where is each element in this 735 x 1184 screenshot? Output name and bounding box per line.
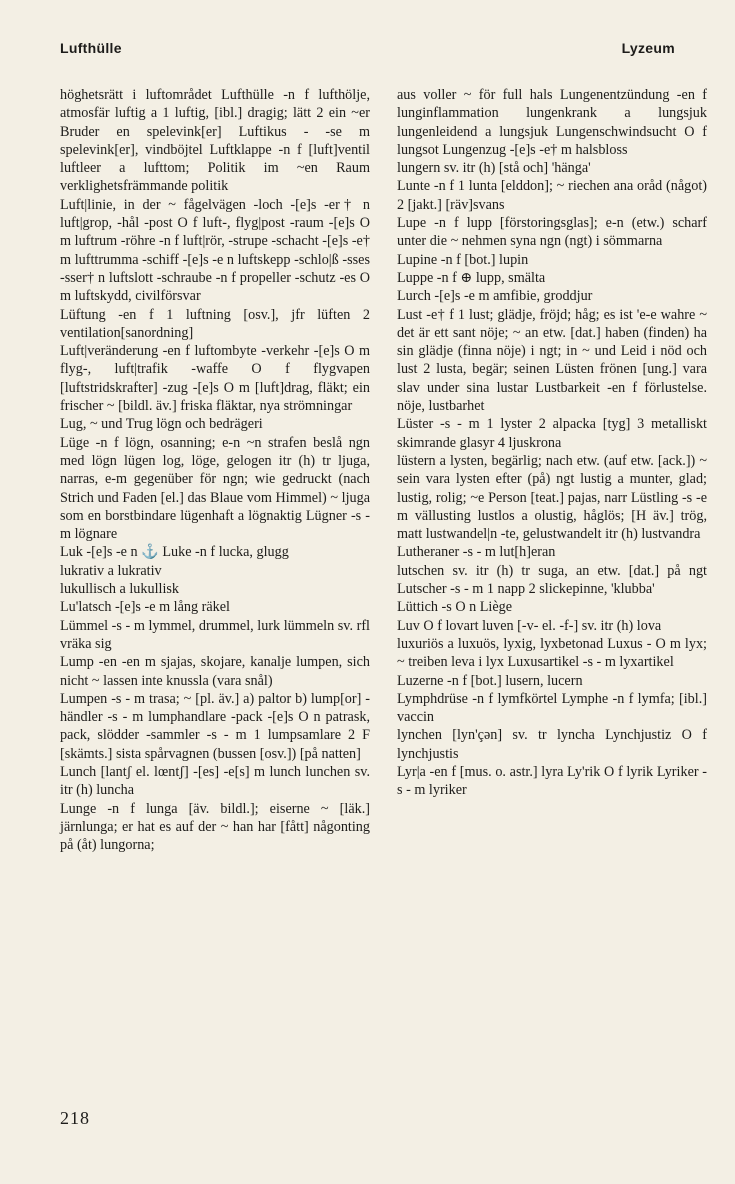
dictionary-entry: höghetsrätt i luftområdet Lufthülle -n f lufthölje, atmosfär luftig a 1 luftig, [ibl.] dragig; lätt 2 ein ~er Bruder en spelevink[er] Luftikus - -se m spelevink[er], vindböjtel Luftklappe -n f [luft]ventil luftleer a lufttom; Politik im ~en Raum verklighetsfrämmande politik	[60, 87, 370, 195]
dictionary-entry: Lunte -n f 1 lunta [elddon]; ~ riechen ana oråd (något) 2 [jakt.] [räv]svans	[397, 178, 707, 213]
dictionary-entry: Lunch [lantʃ el. lœntʃ] -[es] -e[s] m lunch lunchen sv. itr (h) luncha	[60, 763, 370, 799]
dictionary-entry: Lurch -[e]s -e m amfibie, groddjur	[397, 288, 593, 305]
left-column	[60, 86, 370, 854]
running-head-left: Lufthülle	[60, 40, 122, 56]
dictionary-entry: Luppe -n f ⊕ lupp, smälta	[397, 269, 546, 286]
dictionary-entry: Lüttich -s O n Liège	[397, 599, 513, 616]
dictionary-entry: luxuriös a luxuös, lyxig, lyxbetonad Luxus - O m lyx; ~ treiben leva i lyx Luxusartikel -s - m lyxartikel	[397, 635, 707, 671]
dictionary-entry: Lu'latsch -[e]s -e m lång räkel	[60, 599, 230, 616]
dictionary-entry: Lupe -n f lupp [förstoringsglas]; e-n (etw.) scharf unter die ~ nehmen syna ngn (ngt) i sömmarna	[397, 215, 707, 250]
page-number: 218	[60, 1108, 90, 1128]
dictionary-entry: lukullisch a lukullisk	[60, 581, 180, 598]
dictionary-entry: Lust -e† f 1 lust; glädje, fröjd; håg; es ist 'e-e wahre ~ det är ett sant nöje; ~ an etw. [dat.] haben (finden) ha sin glädje (finna nöje) i ngt; in ~ und Leid i nöd och lust 2 lusta, begär; seinen Lüsten frönen [ung.] vara slav under sina lustar Lustbarkeit -en f förlustelse. nöje, lustbarhet	[397, 306, 707, 415]
dictionary-entry: Lüftung -en f 1 luftning [osv.], jfr lüften 2 ventilation[sanordning]	[60, 306, 370, 341]
dictionary-entry: Lump -en -en m sjajas, skojare, kanalje lumpen, sich nicht ~ lassen inte knussla (vara snål)	[60, 654, 370, 689]
dictionary-entry: Luk -[e]s -e n ⚓ Luke -n f lucka, glugg	[60, 544, 289, 561]
dictionary-entry: Lyr|a -en f [mus. o. astr.] lyra Ly'rik O f lyrik Lyriker -s - m lyriker	[397, 763, 707, 799]
page-header	[34, 40, 701, 64]
dictionary-entry: lukrativ a lukrativ	[60, 562, 162, 579]
dictionary-entry: Lumpen -s - m trasa; ~ [pl. äv.] a) paltor b) lump[or] -händler -s - m lumphandlare -pack -[e]s O n patrask, pack, slödder -sammler -s - m 1 lumpsamlare 2 F [skämts.] sista spårvagnen (bussen [osv.]) [på natten]	[60, 690, 370, 762]
dictionary-entry: Lug, ~ und Trug lögn och bedrägeri	[60, 416, 263, 433]
dictionary-entry: Lutheraner -s - m lut[h]eran	[397, 544, 556, 561]
dictionary-entry: lüstern a lysten, begärlig; nach etw. (auf etw. [ack.]) ~ sein vara lysten efter (på) ngt lustig a munter, glad; lustig, rolig; ~e Person [teat.] pajas, narr Lüstling -s -e m vällusting lustlos a olustig, håglös; [H äv.] trög, matt lustwandel|n -te, gelustwandelt itr (h) lustvandra	[397, 452, 707, 543]
dictionary-entry: Lymphdrüse -n f lymfkörtel Lymphe -n f lymfa; [ibl.] vaccin	[397, 690, 707, 726]
right-column	[397, 86, 707, 800]
dictionary-entry: Lunge -n f lunga [äv. bildl.]; eiserne ~ [läk.] järnlunga; er hat es auf der ~ han har [fått] någonting på (åt) lungorna;	[60, 800, 370, 854]
dictionary-entry: Lümmel -s - m lymmel, drummel, lurk lümmeln sv. rfl vräka sig	[60, 617, 370, 652]
dictionary-entry: Luft|linie, in der ~ fågelvägen -loch -[e]s -er† n luft|grop, -hål -post O f luft-, flyg|post -raum -[e]s O m luftrum -röhre -n f luft|rör, -strupe -schacht -[e]s -e† m lufttrumma -schiff -[e]s -e n luftskepp -schlo|ß -sses -sser† n luftslott -schraube -n f propeller -schutz -es O m luftskydd, civilförsvar	[60, 196, 370, 305]
dictionary-entry: Luft|veränderung -en f luftombyte -verkehr -[e]s O m flyg-, luft|trafik -waffe O f flygvapen [luftstridskrafter] -zug -[e]s O m [luft]drag, fläkt; ein frischer ~ [bildl. äv.] friska fläktar, nya strömningar	[60, 343, 370, 415]
dictionary-entry: Luzerne -n f [bot.] lusern, lucern	[397, 672, 583, 689]
dictionary-entry: Lüster -s - m 1 lyster 2 alpacka [tyg] 3 metalliskt skimrande glasyr 4 ljuskrona	[397, 416, 707, 451]
dictionary-entry: lutschen sv. itr (h) tr suga, an etw. [dat.] på ngt Lutscher -s - m 1 napp 2 slickepinne, 'klubba'	[397, 562, 707, 598]
dictionary-entry: lynchen [lyn'çən] sv. tr lyncha Lynchjustiz O f lynchjustis	[397, 727, 707, 762]
dictionary-entry: Lupine -n f [bot.] lupin	[397, 251, 529, 268]
dictionary-entry: Luv O f lovart luven [-v- el. -f-] sv. itr (h) lova	[397, 617, 662, 634]
dictionary-entry: Lüge -n f lögn, osanning; e-n ~n strafen beslå ngn med lögn lügen log, löge, gelogen itr (h) tr ljuga, narras, e-m gegenüber för ngn; wie gedruckt (nach Strich und Faden [el.] das Blaue vom Himmel) ~ ljuga som en borstbindare lügenhaft a lögnaktig Lügner -s - m lögnare	[60, 434, 370, 543]
dictionary-entry: aus voller ~ för full hals Lungenentzündung -en f lunginflammation lungenkrank a lungsjuk lungenleidend a lungsjuk Lungenschwindsucht O f lungsot Lungenzug -[e]s -e† m halsbloss	[397, 87, 707, 158]
running-head-right: Lyzeum	[621, 40, 675, 56]
dictionary-entry: lungern sv. itr (h) [stå och] 'hänga'	[397, 160, 591, 177]
